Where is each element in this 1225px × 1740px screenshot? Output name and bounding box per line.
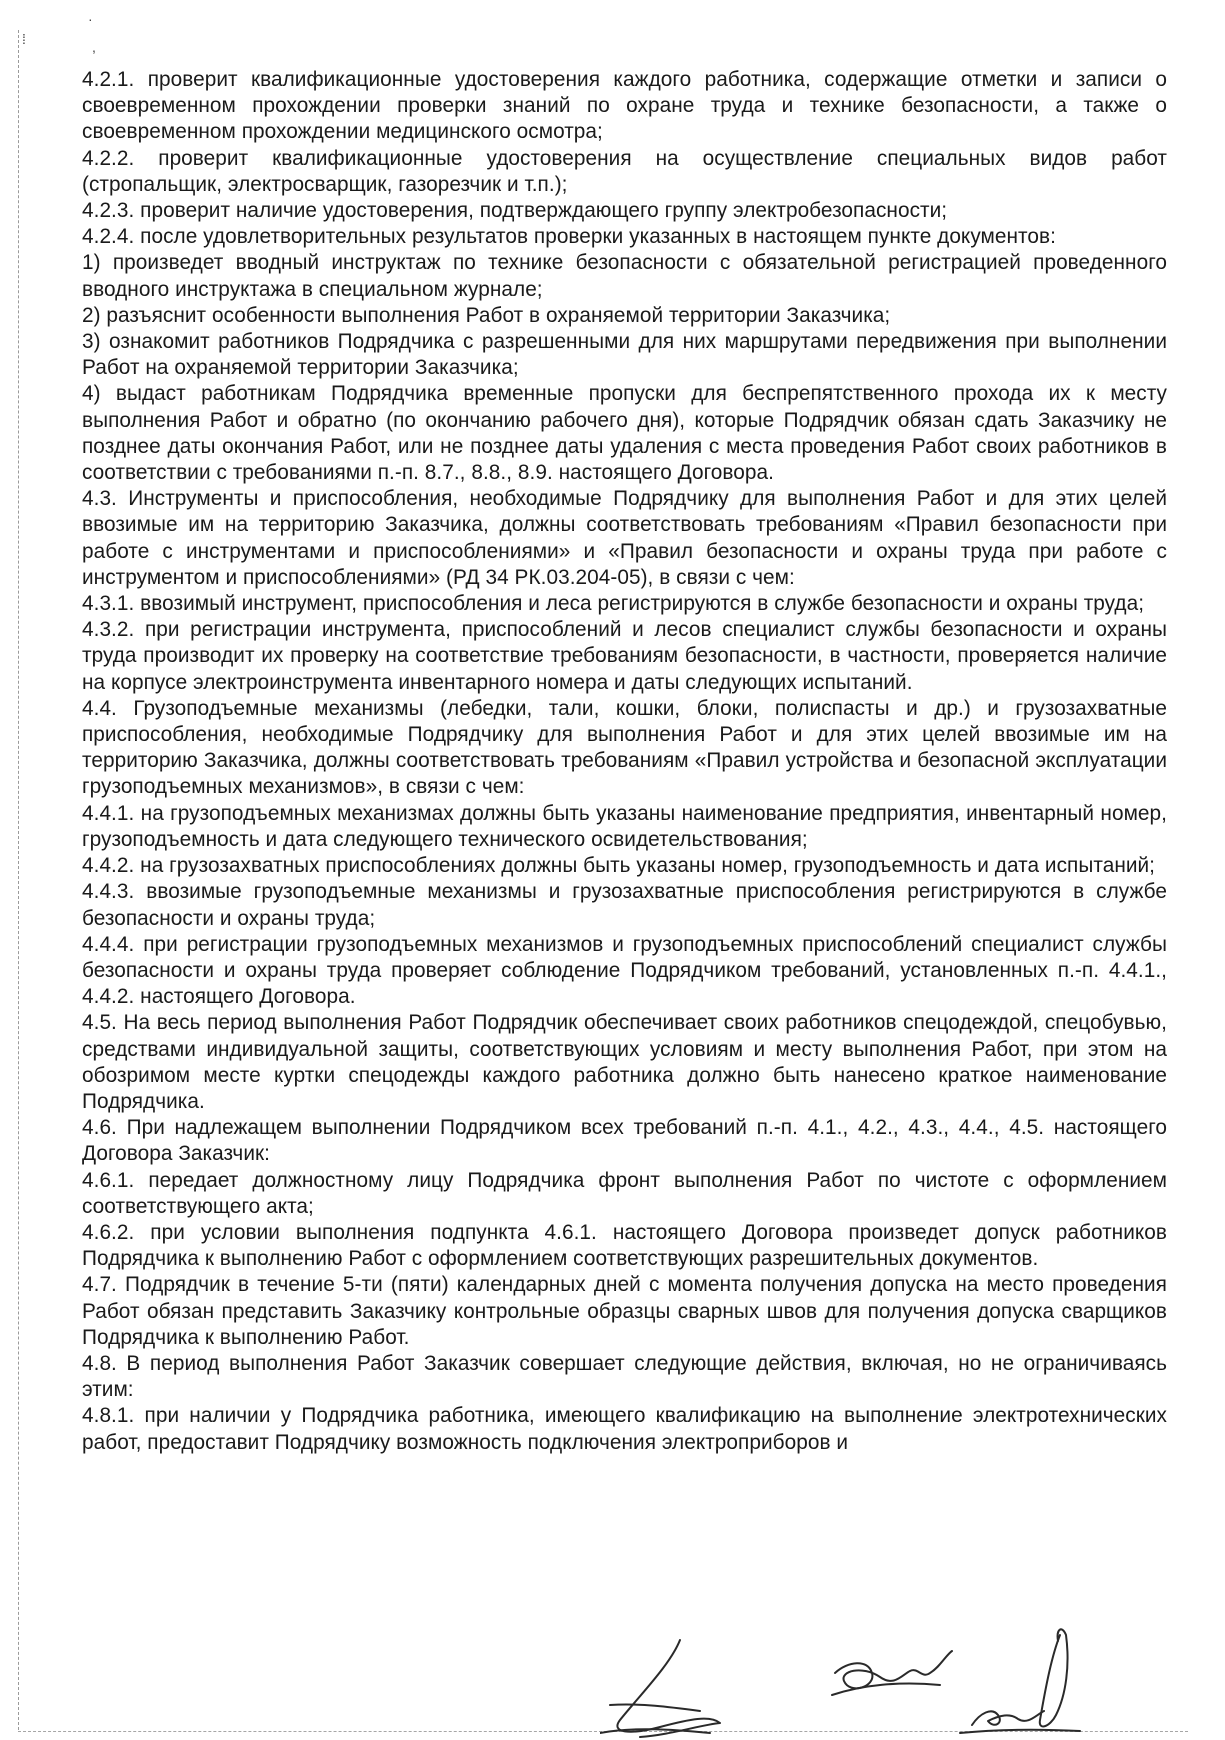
clause-4-3-1: 4.3.1. ввозимый инструмент, приспособления и леса регистрируются в службе безопасности и охраны труда;: [82, 592, 1145, 616]
clause-4-2-4: 4.2.4. после удовлетворительных результатов проверки указанных в настоящем пункте документов:: [82, 225, 1056, 249]
clause-4-8-1: 4.8.1. при наличии у Подрядчика работника, имеющего квалификацию на выполнение электротехнических работ, предоставит Подрядчику возможность подключения электроприборов и: [82, 1404, 1167, 1454]
clause-4-4-2: 4.4.2. на грузозахватных приспособлениях должны быть указаны номер, грузоподъемность и дата испытаний;: [82, 854, 1156, 878]
clause-4-6-2: 4.6.2. при условии выполнения подпункта 4.6.1. настоящего Договора произведет допуск работников Подрядчика к выполнению Работ с оформлением соответствующих разрешительных документов.: [82, 1220, 1167, 1271]
clause-4-3: 4.3. Инструменты и приспособления, необходимые Подрядчику для выполнения Работ и для этих целей ввозимые им на территорию Заказчика, должны соответствовать требованиям «Правил безопасности при работе с инструментами и приспособлениями» и «Правил безопасности и охраны труда при работе с инструментом и приспособлениями» (РД 34 РК.03.204-05), в связи с чем:: [82, 487, 1167, 589]
left-margin-line: [18, 30, 19, 1730]
clause-4-4-4: 4.4.4. при регистрации грузоподъемных механизмов и грузоподъемных приспособлений специалист службы безопасности и охраны труда проверяет соблюдение Подрядчиком требований, установленных п.-п. 4.4.1., 4.4.2. настоящего Договора.: [82, 932, 1167, 1009]
list-item-1: 1) произведет вводный инструктаж по технике безопасности с обязательной регистрацией проведенного вводного инструктажа в специальном журнале;: [82, 251, 1167, 301]
signature-right: [960, 1629, 1080, 1733]
clause-4-4: 4.4. Грузоподъемные механизмы (лебедки, тали, кошки, блоки, полиспасты и др.) и грузозахватные приспособления, необходимые Подрядчику для выполнения Работ и для этих целей ввозимые им на территорию Заказчика, должны соответствовать требованиям «Правил устройства и безопасной эксплуатации грузоподъемных механизмов», в связи с чем:: [82, 696, 1167, 799]
clause-4-6-1: 4.6.1. передает должностному лицу Подрядчика фронт выполнения Работ по чистоте с оформлением соответствующего акта;: [82, 1168, 1167, 1218]
list-item-3: 3) ознакомит работников Подрядчика с разрешенными для них маршрутами передвижения при выполнении Работ на охраняемой территории Заказчика;: [82, 330, 1167, 380]
clause-4-5: 4.5. На весь период выполнения Работ Подрядчик обеспечивает своих работников спецодеждой, спецобувью, средствами индивидуальной защиты, соответствующих условиям и месту выполнения Работ, при этом на обозримом месте куртки спецодежды каждого работника должно быть нанесено краткое наименование Подрядчика.: [82, 1011, 1167, 1113]
signature-left: [600, 1640, 720, 1737]
signature-middle: [832, 1651, 952, 1695]
clause-4-8: 4.8. В период выполнения Работ Заказчик совершает следующие действия, включая, но не ограничиваясь этим:: [82, 1351, 1167, 1402]
clause-4-2-1: 4.2.1. проверит квалификационные удостоверения каждого работника, содержащие отметки и записи о своевременном прохождении проверки знаний по охране труда и технике безопасности, а также о своевременном прохождении медицинского осмотра;: [82, 68, 1167, 144]
clause-4-4-3: 4.4.3. ввозимые грузоподъемные механизмы и грузозахватные приспособления регистрируются в службе безопасности и охраны труда;: [82, 880, 1167, 930]
scan-speck: ·: [88, 11, 93, 27]
signatures: [600, 1615, 1190, 1740]
clause-4-7: 4.7. Подрядчик в течение 5-ти (пяти) календарных дней с момента получения допуска на место проведения Работ обязан представить Заказчику контрольные образцы сварных швов для получения допуска сварщиков Подрядчика к выполнению Работ.: [82, 1273, 1167, 1349]
clause-4-6: 4.6. При надлежащем выполнении Подрядчиком всех требований п.-п. 4.1., 4.2., 4.3., 4.4., 4.5. настоящего Договора Заказчик:: [82, 1116, 1167, 1166]
document-body: [82, 67, 1167, 1456]
clause-4-2-2: 4.2.2. проверит квалификационные удостоверения на осуществление специальных видов работ (стропальщик, электросварщик, газорезчик и т.п.);: [82, 146, 1167, 196]
list-item-2: 2) разъяснит особенности выполнения Работ в охраняемой территории Заказчика;: [82, 303, 891, 327]
clause-4-4-1: 4.4.1. на грузоподъемных механизмах должны быть указаны наименование предприятия, инвентарный номер, грузоподъемность и дата следующего технического освидетельствования;: [82, 801, 1167, 851]
scan-speck: ,: [92, 39, 96, 55]
clause-4-2-3: 4.2.3. проверит наличие удостоверения, подтверждающего группу электробезопасности;: [82, 199, 948, 223]
list-item-4: 4) выдаст работникам Подрядчика временные пропуски для беспрепятственного прохода их к месту выполнения Работ и обратно (по окончанию рабочего дня), которые Подрядчик обязан сдать Заказчику не позднее даты окончания Работ, или не позднее даты удаления с места проведения Работ своих работников в соответствии с требованиями п.-п. 8.7., 8.8., 8.9. настоящего Договора.: [82, 382, 1167, 485]
scan-speck: ⁞: [22, 31, 26, 47]
clause-4-3-2: 4.3.2. при регистрации инструмента, приспособлений и лесов специалист службы безопасности и охраны труда производит их проверку на соответствие требованиям безопасности, в частности, проверяется наличие на корпусе электроинструмента инвентарного номера и даты следующих испытаний.: [82, 618, 1167, 694]
